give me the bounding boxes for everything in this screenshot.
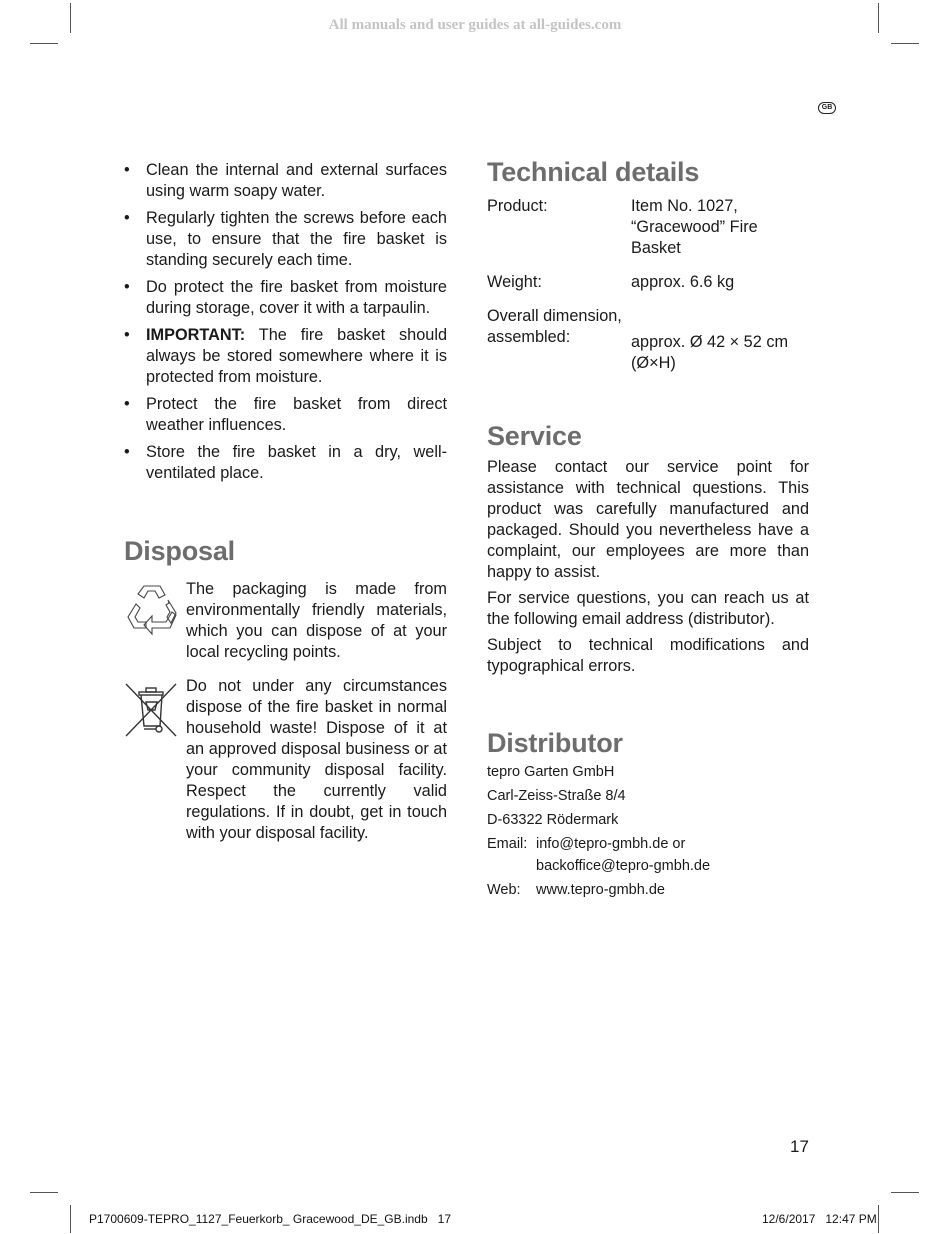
bin-text: Do not under any circumstances dispose of the fire basket in normal household waste! Dispose of it at an approved disposal business or at your community disposal facility. Respect the currently valid regulations. If in doubt, get in touch with your disposal facility. (186, 677, 447, 842)
care-bullet (124, 160, 447, 202)
dimension-value: approx. Ø 42 × 52 cm (Ø×H) (631, 333, 789, 372)
crop-mark (70, 1205, 71, 1233)
bullet-text: Protect the fire basket from direct weather influences. (146, 395, 447, 434)
email-label: Email: (487, 836, 528, 852)
bullet-dot: • (124, 443, 130, 461)
care-bullet (124, 394, 447, 436)
service-paragraph-1: Please contact our service point for assistance with technical questions. This product was carefully manufactured and packaged. Should you nevertheless have a complaint, our employees are more than happy to assist. (487, 458, 809, 581)
language-badge: GB (818, 102, 836, 114)
care-bullet (124, 442, 447, 484)
bullet-dot: • (124, 326, 130, 344)
distributor-heading: Distributor (487, 728, 623, 758)
technical-heading: Technical details (487, 157, 700, 187)
bullet-text: Clean the internal and external surfaces using warm soapy water. (146, 161, 447, 200)
dimension-label: Overall dimension, assembled: (487, 307, 622, 346)
care-bullet (124, 325, 447, 388)
crop-mark (891, 43, 919, 44)
bullet-emphasis: IMPORTANT: (146, 326, 246, 344)
bullet-text: Do protect the fire basket from moisture during storage, cover it with a tarpaulin. (146, 278, 447, 317)
weight-label: Weight: (487, 273, 542, 291)
watermark: All manuals and user guides at all-guides.com (328, 17, 622, 33)
bullet-dot: • (124, 395, 130, 413)
distributor-company: tepro Garten GmbH (487, 764, 615, 780)
product-label: Product: (487, 197, 548, 215)
footer-date: 12/6/2017 12:47 PM (762, 1212, 877, 1226)
crop-mark (30, 1192, 58, 1193)
distributor-street: Carl-Zeiss-Straße 8/4 (487, 788, 626, 804)
web-link[interactable]: www.tepro-gmbh.de (536, 882, 665, 898)
recycling-icon (124, 582, 180, 638)
service-paragraph-2: For service questions, you can reach us at the following email address (distributor). (487, 589, 809, 628)
care-bullet (124, 277, 447, 319)
bullet-dot: • (124, 278, 130, 296)
product-value: Item No. 1027, “Gracewood” Fire Basket (631, 197, 758, 257)
distributor-city: D-63322 Rödermark (487, 812, 619, 828)
email-secondary[interactable]: backoffice@tepro-gmbh.de (536, 858, 711, 874)
page-number: 17 (790, 1137, 809, 1156)
email-primary[interactable]: info@tepro-gmbh.de or (536, 836, 686, 852)
care-bullet-list (124, 160, 447, 490)
bullet-dot: • (124, 209, 130, 227)
weight-value: approx. 6.6 kg (631, 273, 735, 291)
bullet-text: Store the fire basket in a dry, well-ventilated place. (146, 443, 447, 482)
crop-mark (878, 1205, 879, 1233)
footer-filename: P1700609-TEPRO_1127_Feuerkorb_ Gracewood_DE_GB.indb 17 (89, 1212, 451, 1226)
bullet-text: Regularly tighten the screws before each use, to ensure that the fire basket is standing securely each time. (146, 209, 447, 269)
service-paragraph-3: Subject to technical modifications and typographical errors. (487, 636, 809, 675)
care-bullet (124, 208, 447, 271)
crossed-bin-icon (124, 682, 178, 738)
crop-mark (891, 1192, 919, 1193)
bullet-text: The fire basket should always be stored somewhere where it is protected from moisture. (146, 326, 447, 386)
recycling-text: The packaging is made from environmentally friendly materials, which you can dispose of at your local recycling points. (186, 580, 447, 661)
disposal-heading: Disposal (124, 536, 235, 566)
crop-mark (30, 43, 58, 44)
service-heading: Service (487, 421, 582, 451)
bullet-dot: • (124, 161, 130, 179)
web-label: Web: (487, 882, 521, 898)
